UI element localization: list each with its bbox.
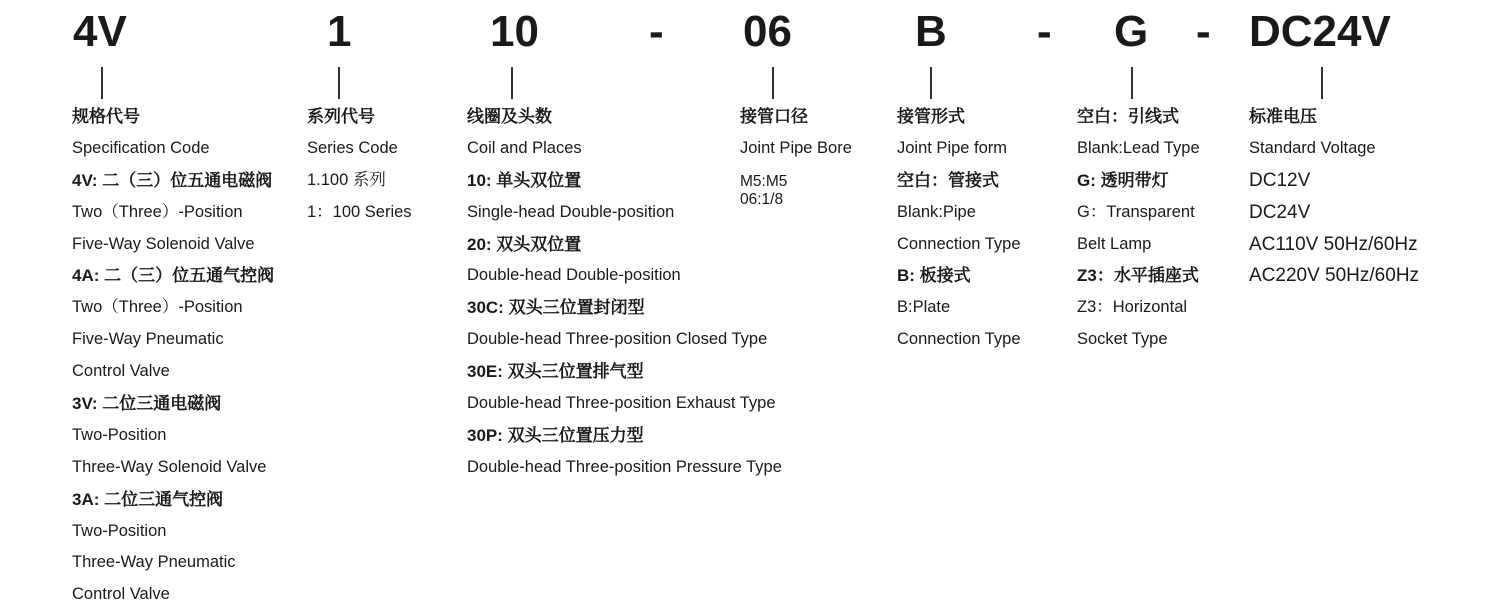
- list-item: Two-Position: [72, 521, 167, 540]
- code-pipe-form: B: [915, 7, 947, 56]
- list-item: 空白：管接式: [897, 170, 999, 190]
- list-item: Double-head Three-position Pressure Type: [467, 457, 782, 476]
- list-item: 3A: 二位三通气控阀: [72, 489, 224, 509]
- code-spec: 4V: [73, 7, 127, 56]
- list-item: Control Valve: [72, 362, 170, 381]
- column-subheading: Joint Pipe form: [897, 138, 1008, 157]
- column-subheading: Standard Voltage: [1249, 138, 1376, 157]
- column-heading: 接管口径: [740, 107, 808, 126]
- list-item: DC12V: [1249, 169, 1311, 191]
- column-heading: 系列代号: [307, 107, 375, 126]
- list-item: Z3：水平插座式: [1077, 266, 1199, 286]
- connector-line: [1131, 67, 1133, 99]
- list-item: Five-Way Solenoid Valve: [72, 234, 255, 253]
- column-heading: 线圈及头数: [467, 107, 552, 126]
- list-item: Connection Type: [897, 234, 1021, 253]
- series-code-column: [307, 101, 412, 229]
- connector-line: [930, 67, 932, 99]
- connector-line: [101, 67, 103, 99]
- list-item: 1.100 系列: [307, 170, 386, 189]
- column-subheading: Joint Pipe Bore: [740, 138, 852, 157]
- list-item: Five-Way Pneumatic: [72, 330, 224, 349]
- lead-type-column: [1077, 101, 1200, 356]
- column-heading: 规格代号: [72, 107, 140, 126]
- code-bore: 06: [743, 7, 792, 56]
- list-item: M5:M5: [740, 172, 788, 190]
- list-item: B:Plate: [897, 298, 951, 317]
- pipe-form-column: [897, 101, 1021, 356]
- column-heading: 接管形式: [897, 107, 965, 126]
- connector-line: [772, 67, 774, 99]
- list-item: Blank:Pipe: [897, 202, 976, 221]
- column-subheading: Series Code: [307, 138, 398, 157]
- list-item: 06:1/8: [740, 190, 784, 208]
- list-item: 30P: 双头三位置压力型: [467, 425, 644, 445]
- list-item: 4V: 二（三）位五通电磁阀: [72, 170, 273, 190]
- connector-line: [511, 67, 513, 99]
- list-item: 30E: 双头三位置排气型: [467, 362, 644, 382]
- list-item: Socket Type: [1077, 330, 1168, 349]
- list-item: 10: 单头双位置: [467, 170, 582, 190]
- list-item: Three-Way Pneumatic: [72, 553, 236, 572]
- connector-line: [338, 67, 340, 99]
- list-item: Control Valve: [72, 585, 170, 604]
- list-item: Z3：Horizontal: [1077, 298, 1188, 317]
- column-subheading: Coil and Places: [467, 138, 582, 157]
- list-item: G: 透明带灯: [1077, 170, 1169, 190]
- column-subheading: Blank:Lead Type: [1077, 138, 1200, 157]
- code-lead: G: [1114, 7, 1149, 56]
- list-item: B: 板接式: [897, 266, 971, 286]
- list-item: 20: 双头双位置: [467, 234, 582, 254]
- list-item: Double-head Double-position: [467, 266, 681, 285]
- list-item: 30C: 双头三位置封闭型: [467, 298, 645, 318]
- list-item: Two（Three）-Position: [72, 298, 243, 317]
- list-item: Two-Position: [72, 425, 167, 444]
- list-item: AC110V 50Hz/60Hz: [1249, 233, 1418, 255]
- spec-code-column: [72, 101, 274, 611]
- column-subheading: Specification Code: [72, 138, 210, 157]
- list-item: AC220V 50Hz/60Hz: [1249, 265, 1420, 287]
- list-item: 1：100 Series: [307, 202, 412, 221]
- list-item: 4A: 二（三）位五通气控阀: [72, 266, 275, 286]
- list-item: Connection Type: [897, 330, 1021, 349]
- coil-places-column: [467, 101, 782, 484]
- list-item: Double-head Three-position Exhaust Type: [467, 394, 776, 413]
- list-item: Double-head Three-position Closed Type: [467, 330, 768, 349]
- code-voltage: DC24V: [1249, 7, 1391, 56]
- voltage-column: [1249, 101, 1419, 292]
- separator-dash: -: [1196, 7, 1211, 56]
- connector-line: [1321, 67, 1323, 99]
- separator-dash: -: [1037, 7, 1052, 56]
- list-item: Two（Three）-Position: [72, 202, 243, 221]
- column-heading: 空白：引线式: [1077, 107, 1179, 126]
- list-item: Three-Way Solenoid Valve: [72, 457, 267, 476]
- list-item: 3V: 二位三通电磁阀: [72, 394, 222, 414]
- pipe-bore-column: [740, 101, 852, 209]
- column-heading: 标准电压: [1249, 107, 1317, 126]
- list-item: Single-head Double-position: [467, 202, 675, 221]
- code-coil: 10: [490, 7, 539, 56]
- list-item: DC24V: [1249, 201, 1311, 223]
- code-series: 1: [327, 7, 352, 56]
- list-item: Belt Lamp: [1077, 234, 1152, 253]
- list-item: G：Transparent: [1077, 202, 1195, 221]
- separator-dash: -: [649, 7, 664, 56]
